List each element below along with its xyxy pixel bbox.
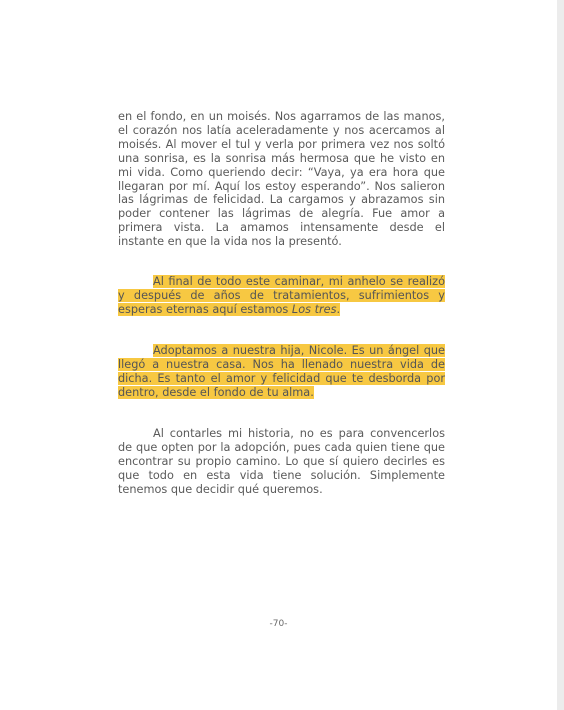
paragraph-4-text: Al contarles mi historia, no es para convencerlos de que opten por la adopción, pues cada quien tiene que encontrar su propio camino. Lo que sí quiero decirles es que todo en esta vida tiene solución. Simplemente tenemos que decidir qué queremos. [118, 427, 445, 496]
highlight-span [118, 275, 445, 316]
paragraph-2-text: Al final de todo este caminar, mi anhelo se realizó y después de años de tratamientos, sufrimientos y esperas eternas aquí estamos [118, 275, 445, 316]
paragraph-3-highlighted [118, 344, 445, 400]
paragraph-2-end: . [336, 302, 341, 316]
paragraph-4 [118, 427, 445, 497]
viewer-edge [557, 0, 564, 710]
page-number: -70- [269, 619, 288, 629]
paragraph-1: en el fondo, en un moisés. Nos agarramos de las manos, el corazón nos latía aceleradamente y nos acercamos al moisés. Al mover el tul y verla por primera vez nos soltó una sonrisa, es la sonrisa más hermosa que he visto en mi vida. Como queriendo decir: “Vaya, ya era hora que llegaran por mí. Aquí los estoy esperando”. Nos salieron las lágrimas de felicidad. La cargamos y abrazamos sin poder contener las lágrimas de alegría. Fue amor a primera vista. La amamos intensamente desde el instante en que la vida nos la presentó. [118, 110, 445, 249]
paragraph-2-highlighted [118, 275, 445, 317]
italic-title: Los tres [291, 302, 337, 316]
highlight-span: Adoptamos a nuestra hija, Nicole. Es un ángel que llegó a nuestra casa. Nos ha llenado nuestra vida de dicha. Es tanto el amor y felicidad que te desborda por dentro, desde el fondo de tu alma. [118, 344, 445, 399]
